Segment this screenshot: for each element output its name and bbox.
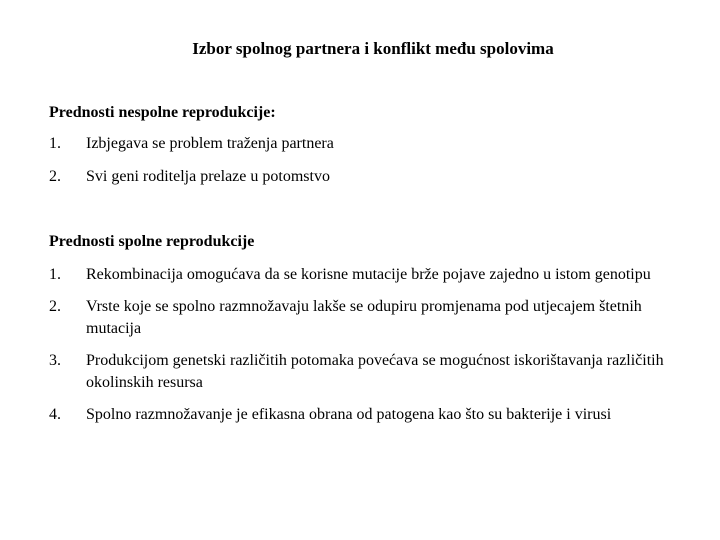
list-item-number: 1.	[49, 135, 61, 152]
list-item-number: 1.	[49, 266, 61, 283]
list-item	[49, 264, 699, 286]
list-item-text: Spolno razmnožavanje je efikasna obrana od patogena kao što su bakterije i virusi	[86, 406, 612, 423]
section-heading-sexual: Prednosti spolne reprodukcije	[49, 233, 255, 250]
list-item-text: Vrste koje se spolno razmnožavaju lakše se odupiru promjenama pod utjecajem štetnih mutacija	[86, 298, 642, 337]
list-item	[49, 404, 699, 426]
list-item	[49, 166, 699, 188]
asexual-advantages-list	[49, 133, 699, 199]
slide-title: Izbor spolnog partnera i konflikt među spolovima	[192, 39, 554, 58]
list-item	[49, 133, 699, 155]
section-heading-asexual: Prednosti nespolne reprodukcije:	[49, 104, 276, 121]
list-item-number: 2.	[49, 168, 61, 185]
list-item-number: 4.	[49, 406, 61, 423]
list-item	[49, 296, 699, 340]
sexual-advantages-list	[49, 264, 699, 436]
list-item-number: 2.	[49, 298, 61, 315]
list-item	[49, 350, 699, 394]
list-item-text: Produkcijom genetski različitih potomaka povećava se mogućnost iskorištavanja različitih okolinskih resursa	[86, 352, 664, 391]
list-item-text: Svi geni roditelja prelaze u potomstvo	[86, 168, 330, 185]
list-item-text: Rekombinacija omogućava da se korisne mutacije brže pojave zajedno u istom genotipu	[86, 266, 651, 283]
list-item-text: Izbjegava se problem traženja partnera	[86, 135, 334, 152]
list-item-number: 3.	[49, 352, 61, 369]
